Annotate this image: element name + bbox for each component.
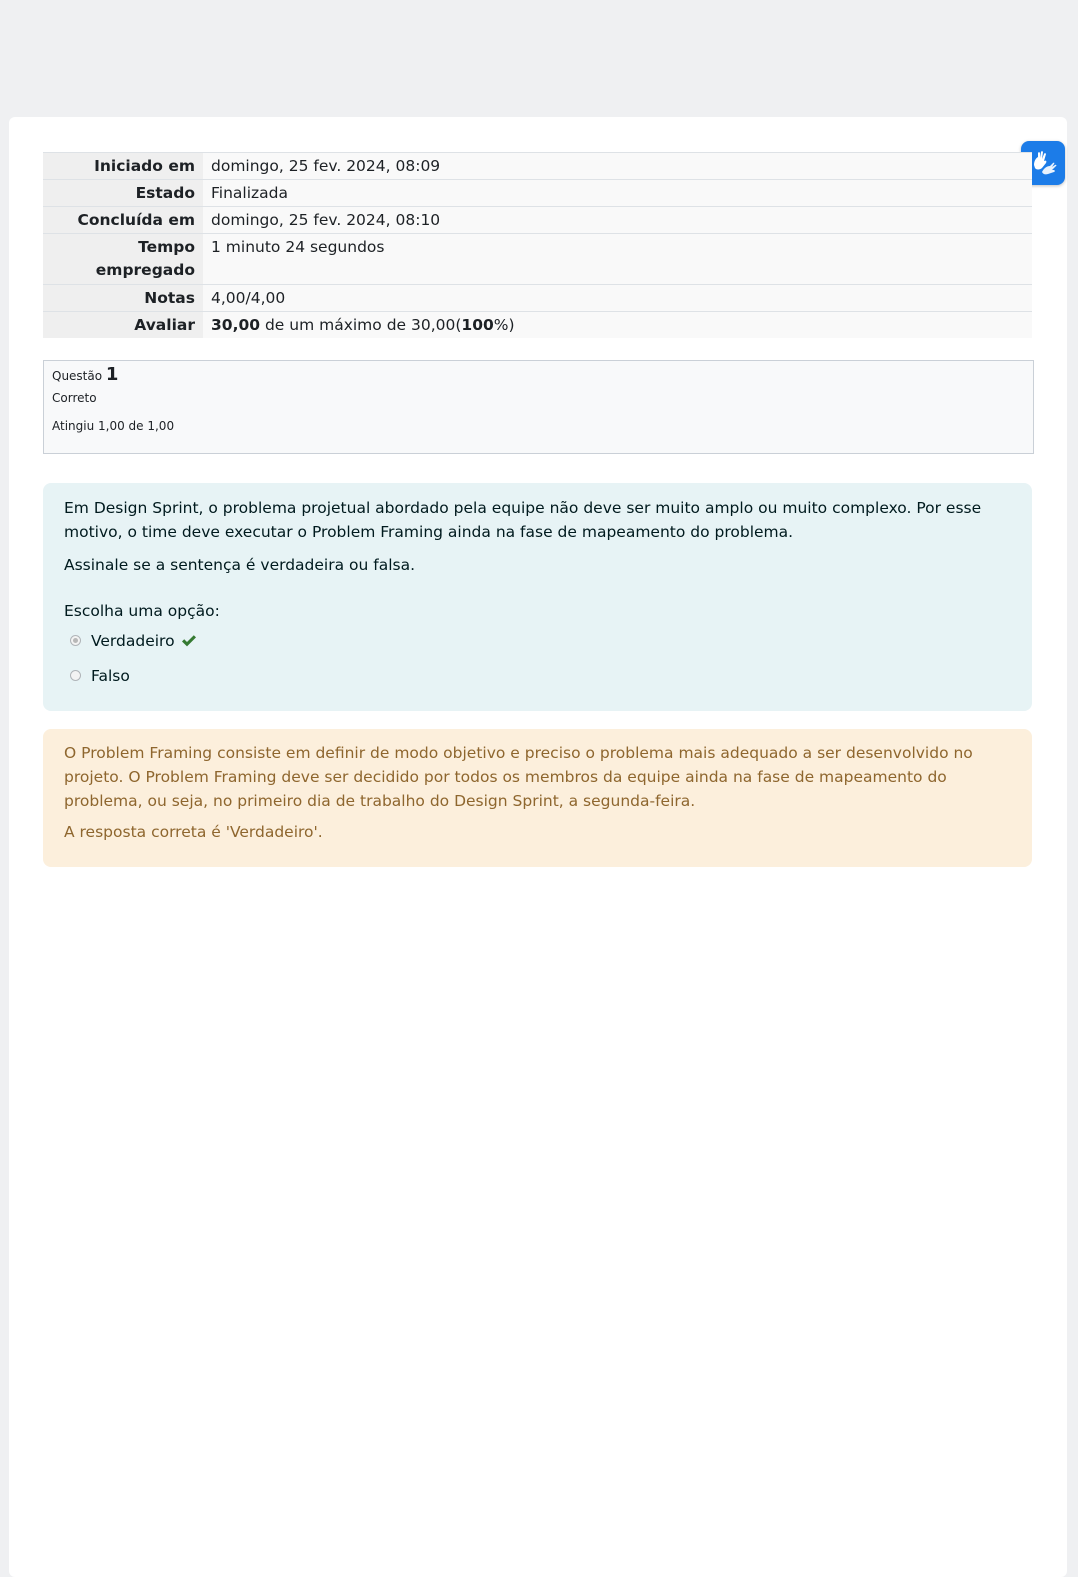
question-instruction: Assinale se a sentença é verdadeira ou falsa. [64,556,416,574]
question-grade: Atingiu 1,00 de 1,00 [52,419,175,433]
answer-option-true[interactable] [64,623,1011,658]
summary-value: domingo, 25 fev. 2024, 08:10 [203,207,1032,234]
grade-suffix: %) [493,316,515,334]
summary-row-state [43,180,1032,207]
sign-language-hands-icon [1028,148,1058,178]
summary-row-started [43,153,1032,180]
attempt-summary-table [43,152,1032,338]
radio-false[interactable] [70,670,81,681]
summary-value: Finalizada [203,180,1032,207]
summary-value: 1 minuto 24 segundos [203,234,1032,285]
summary-label: Estado [43,180,203,207]
summary-row-completed [43,207,1032,234]
question-number [52,364,1025,385]
grade-percent: 100 [461,316,494,334]
summary-value: 4,00/4,00 [203,285,1032,312]
option-label: Falso [91,666,130,685]
question-info [43,360,1034,454]
summary-label: Avaliar [43,312,203,339]
question-number-value: 1 [105,364,119,385]
question-state: Correto [52,391,97,405]
summary-label: Concluída em [43,207,203,234]
summary-value [203,312,1032,339]
answer-option-false[interactable] [64,658,1011,693]
grade-value: 30,00 [211,316,261,334]
radio-true[interactable] [70,635,81,646]
general-feedback [43,729,1032,867]
right-answer: A resposta correta é 'Verdadeiro'. [64,823,323,841]
summary-label: Tempo empregado [43,234,203,285]
question-formulation [43,483,1032,711]
summary-row-marks [43,285,1032,312]
question-text: Em Design Sprint, o problema projetual abordado pela equipe não deve ser muito amplo ou muito complexo. Por esse motivo, o time deve executar o Problem Framing ainda na fase de mapeamento do problema. [64,499,982,541]
summary-label: Notas [43,285,203,312]
check-icon [181,634,197,648]
summary-row-time-taken [43,234,1032,285]
feedback-text: O Problem Framing consiste em definir de modo objetivo e preciso o problema mais adequado a ser desenvolvido no projeto. O Problem Framing deve ser decidido por todos os membros da equipe ainda na fase de mapeamento do problema, ou seja, no primeiro dia de trabalho do Design Sprint, a segunda-feira. [64,744,973,810]
question-label: Questão [52,369,103,383]
answer-options [64,623,1011,693]
answer-prompt: Escolha uma opção: [64,602,220,620]
summary-row-grade [43,312,1032,339]
option-label: Verdadeiro [91,631,175,650]
summary-label: Iniciado em [43,153,203,180]
summary-value: domingo, 25 fev. 2024, 08:09 [203,153,1032,180]
grade-middle: de um máximo de 30,00( [260,316,462,334]
